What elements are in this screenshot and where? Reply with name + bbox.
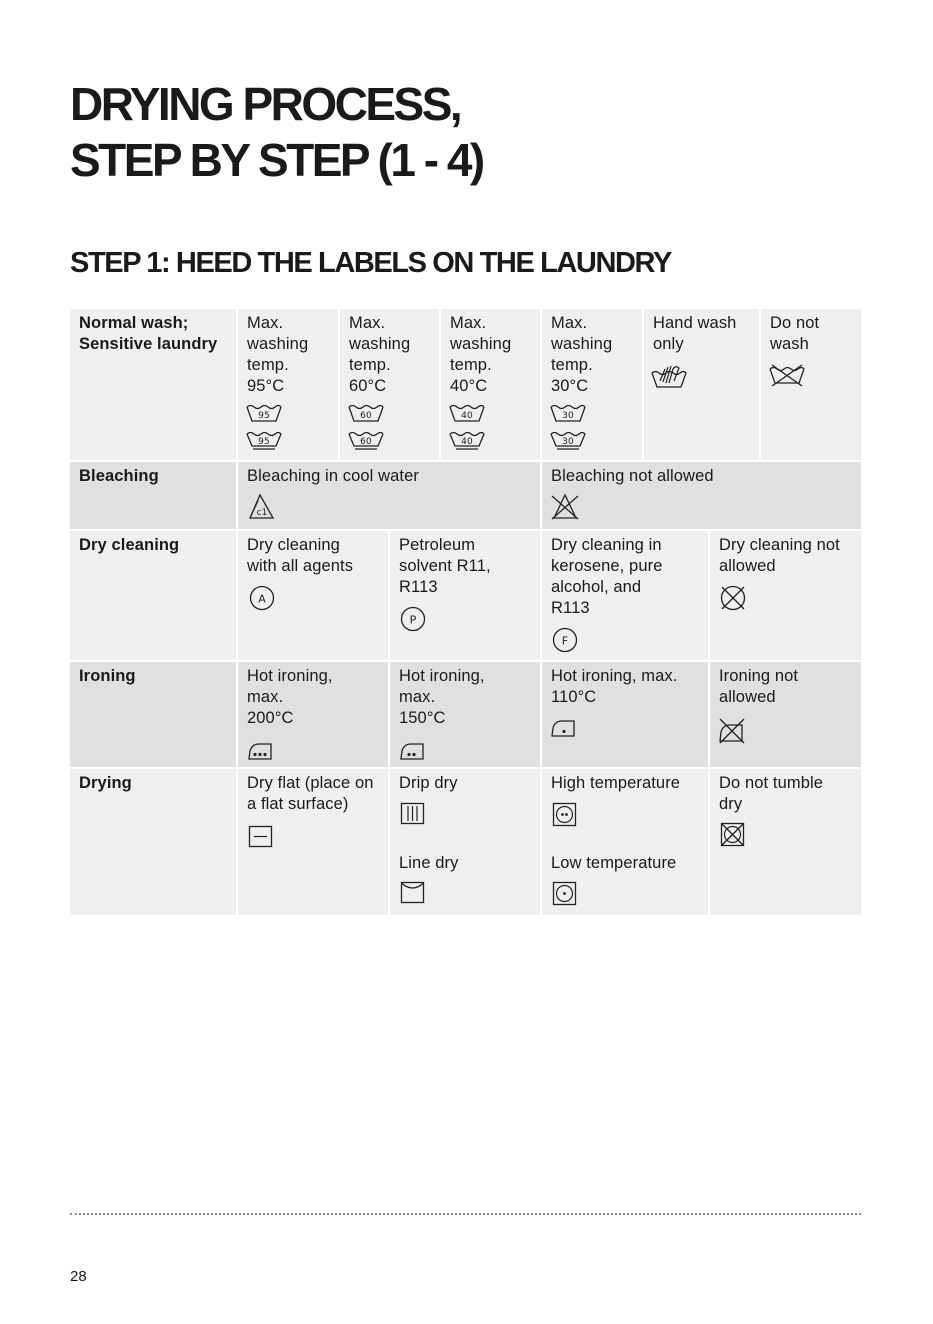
cell-text-secondary: Line dry	[399, 854, 459, 872]
wash-temp-label: 30	[562, 437, 574, 447]
cell-text: Do not wash	[770, 314, 820, 353]
wash-temp-label: 60	[360, 437, 372, 447]
dry-clean-circle-icon	[249, 585, 275, 611]
row-label-drying: Drying	[70, 769, 236, 915]
hand-wash-icon	[651, 361, 687, 389]
cell-drip-line-dry	[390, 769, 540, 915]
iron-two-dots-icon	[399, 737, 427, 761]
cell-text: Drip dry	[399, 774, 458, 792]
dry-clean-letter: P	[409, 613, 417, 627]
wash-temp-label: 95	[258, 411, 270, 421]
wash-tub-icon	[348, 403, 384, 423]
cell-text: Dry cleaning with all agents	[247, 536, 354, 575]
wash-tub-icon	[550, 403, 586, 423]
cell-bleach-cool	[238, 462, 540, 529]
wash-tub-icon	[246, 403, 282, 423]
cell-wash-60	[340, 309, 439, 460]
line-dry-icon	[400, 881, 426, 905]
page-title	[70, 76, 483, 188]
cell-text: Hot ironing, max. 110°C	[551, 667, 678, 706]
step-heading: STEP 1: HEED THE LABELS ON THE LAUNDRY	[70, 247, 671, 279]
no-tumble-dry-icon	[720, 822, 746, 848]
cell-text: Dry cleaning in kerosene, pure alcohol, and R113	[551, 536, 663, 617]
gentle-wash-tub-icon	[550, 430, 586, 450]
cell-do-not-wash	[761, 309, 861, 460]
cell-wash-95	[238, 309, 338, 460]
cell-text: Hot ironing, max. 150°C	[399, 667, 485, 727]
bleach-symbol-label: c1	[256, 508, 268, 518]
cell-iron-150	[390, 662, 540, 767]
wash-temp-label: 40	[461, 411, 473, 421]
page-title-line-2: STEP BY STEP (1 - 4)	[70, 134, 483, 186]
gentle-wash-tub-icon	[348, 430, 384, 450]
gentle-wash-tub-icon	[246, 430, 282, 450]
wash-temp-label: 60	[360, 411, 372, 421]
cell-text: Hot ironing, max. 200°C	[247, 667, 333, 727]
cell-no-tumble	[710, 769, 861, 915]
gentle-wash-tub-icon	[449, 430, 485, 450]
dry-clean-circle-icon	[400, 606, 426, 632]
no-bleach-icon	[550, 493, 580, 520]
row-label-bleaching: Bleaching	[70, 462, 236, 529]
cell-text: Ironing not allowed	[719, 667, 799, 706]
cell-wash-40	[441, 309, 540, 460]
wash-temp-label: 95	[258, 437, 270, 447]
cell-tumble-temps	[542, 769, 708, 915]
tumble-dry-low-icon	[552, 881, 578, 907]
cell-dry-clean-not-allowed	[710, 531, 861, 660]
cell-dry-clean-all	[238, 531, 388, 660]
iron-one-dot-icon	[550, 714, 578, 738]
dry-clean-letter: F	[561, 634, 569, 648]
tumble-dry-high-icon	[552, 802, 578, 828]
page-title-line-1: DRYING PROCESS,	[70, 78, 461, 130]
row-label-washing: Normal wash; Sensitive laundry	[70, 309, 236, 460]
no-dry-clean-icon	[719, 584, 747, 612]
wash-tub-icon	[449, 403, 485, 423]
row-label-ironing: Ironing	[70, 662, 236, 767]
cell-text: Max. washing temp. 95°C	[247, 314, 309, 395]
cell-dry-clean-petroleum	[390, 531, 540, 660]
cell-bleach-not-allowed	[542, 462, 861, 529]
cell-iron-110	[542, 662, 708, 767]
bleach-triangle-icon	[246, 493, 276, 520]
cell-text: Max. washing temp. 40°C	[450, 314, 512, 395]
cell-text: Petroleum solvent R11, R113	[399, 536, 491, 596]
cell-text: Max. washing temp. 60°C	[349, 314, 411, 395]
cell-text: Dry flat (place on a flat surface)	[247, 774, 374, 813]
cell-text: Bleaching not allowed	[551, 467, 714, 485]
cell-text: Do not tumble dry	[719, 774, 824, 813]
drip-dry-icon	[400, 802, 426, 826]
cell-text: Max. washing temp. 30°C	[551, 314, 613, 395]
dry-flat-icon	[248, 825, 274, 849]
cell-wash-30	[542, 309, 642, 460]
cell-dry-flat	[238, 769, 388, 915]
page-number: 28	[70, 1268, 87, 1285]
footer-divider	[70, 1213, 861, 1215]
cell-dry-clean-kerosene	[542, 531, 708, 660]
no-iron-icon	[718, 716, 746, 744]
do-not-wash-icon	[769, 363, 805, 387]
cell-text: High temperature	[551, 774, 681, 792]
iron-three-dots-icon	[247, 737, 275, 761]
dry-clean-circle-icon	[552, 627, 578, 653]
cell-text: Bleaching in cool water	[247, 467, 419, 485]
dry-clean-letter: A	[258, 592, 266, 606]
cell-text: Hand wash only	[653, 314, 737, 353]
wash-temp-label: 30	[562, 411, 574, 421]
cell-text-secondary: Low temperature	[551, 854, 677, 872]
cell-text: Dry cleaning not allowed	[719, 536, 840, 575]
cell-hand-wash	[644, 309, 759, 460]
cell-iron-not-allowed	[710, 662, 861, 767]
cell-iron-200	[238, 662, 388, 767]
row-label-dry-cleaning: Dry cleaning	[70, 531, 236, 660]
wash-temp-label: 40	[461, 437, 473, 447]
